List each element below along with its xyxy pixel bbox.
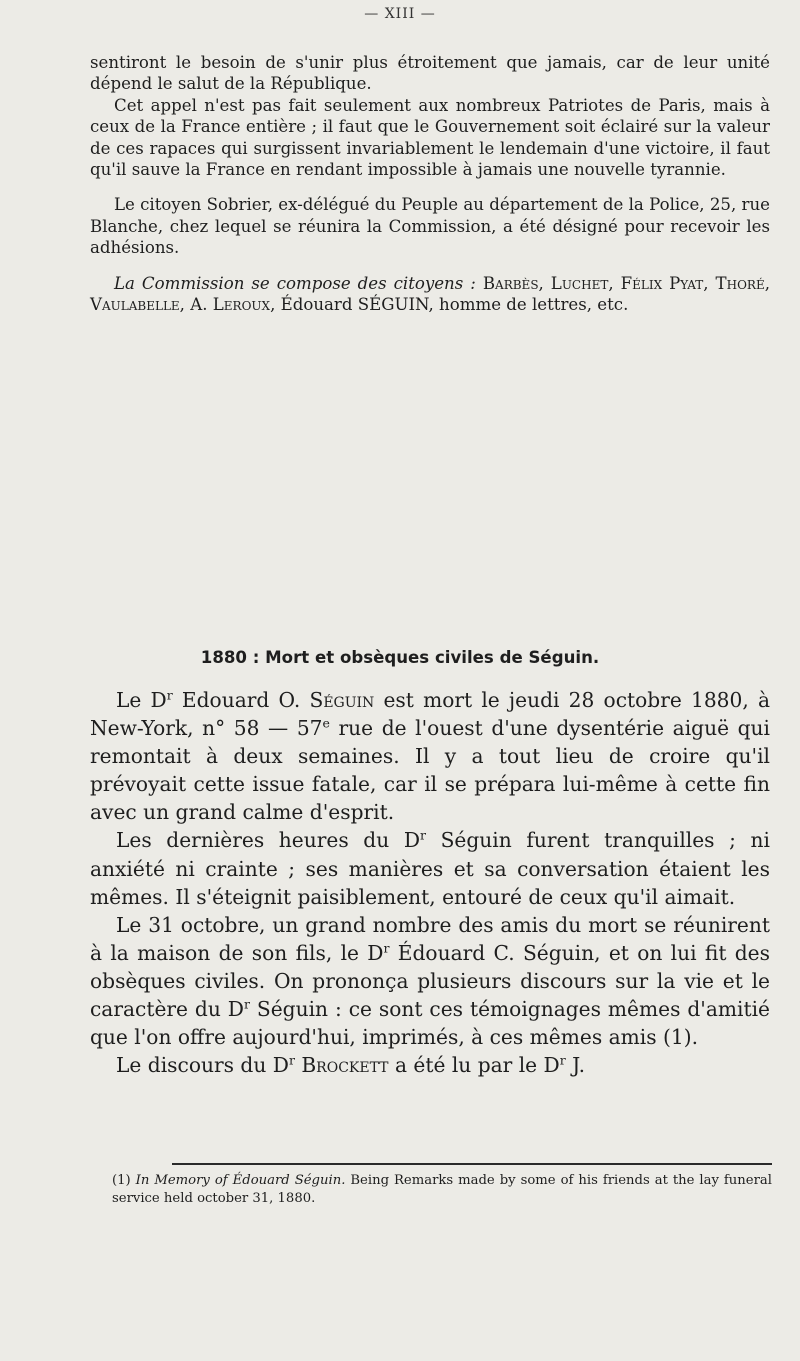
intro-paragraph-1: sentiront le besoin de s'unir plus étroitement que jamais, car de leur unité dépend le salut de la République. [90,53,770,94]
body-paragraph-2: Les dernières heures du $D^r$ Séguin furent tranquilles ; ni anxiété ni crainte ; ses manières et sa conversation étaient les mêmes. Il s'éteignit paisiblement, entouré de ceux qu'il aimait. [90,827,770,909]
footnote-marker: (1) [112,1173,131,1188]
footnote-text: Being Remarks made by some of his friends at the lay funeral service held october 31, 1880. [112,1173,772,1206]
page-header: — XIII — [364,6,436,22]
main-text [90,686,770,1079]
intro-paragraph-2: Cet appel n'est pas fait seulement aux nombreux Patriotes de Paris, mais à ceux de la France entière ; il faut que le Gouvernement soit éclairé sur la valeur de ces rapaces qui surgissent invariablement le lendemain d'une victoire, il faut qu'il sauve la France en rendant impossible à jamais une nouvelle tyrannie. [90,95,770,180]
intro-paragraph-3: Le citoyen Sobrier, ex-délégué du Peuple au département de la Police, 25, rue Blanche, chez lequel se réunira la Commission, a été désigné pour recevoir les adhésions. [90,195,770,258]
footnote-divider [172,1163,772,1165]
commission-names: Barbès, Luchet, Félix Pyat, Thoré, Vaulabelle, A. Leroux, [90,273,770,315]
intro-block [90,52,770,315]
footnote [112,1172,772,1207]
body-paragraph-3: Le 31 octobre, un grand nombre des amis du mort se réunirent à la maison de son fils, le $D^r$ Édouard C. Séguin, et on lui fit des obsèques civiles. On prononça plusieurs discours sur la vie et le caractère du $D^r$ Séguin : ce sont ces témoignages mêmes d'amitié que l'on offre aujourd'hui, imprimés, à ces mêmes amis (1). [90,912,770,1050]
commission-end: Édouard SÉGUIN, homme de lettres, etc. [280,295,629,315]
brockett-name: Brockett [301,1053,389,1078]
body-paragraph-1: Le $D^r$ Edouard O. Séguin est mort le jeudi 28 octobre 1880, à New-York, n° 58 — 57e rue de l'ouest d'une dysentérie aiguë qui remontait à deux semaines. Il y a tout lieu de croire qu'il prévoyait cette issue fatale, car il se prépara lui-même à cette fin avec un grand calme d'esprit. [90,687,770,825]
intro-paragraph-4 [90,273,770,316]
commission-intro: La Commission se compose des citoyens : [114,273,476,293]
body-paragraph-4: Le discours du $D^r$ Brockett a été lu par le $D^r$ J. [116,1052,586,1078]
seguin-name: Séguin [309,688,375,712]
section-title: 1880 : Mort et obsèques civiles de Séguin. [200,648,600,667]
footnote-title: In Memory of Édouard Séguin. [135,1173,346,1188]
